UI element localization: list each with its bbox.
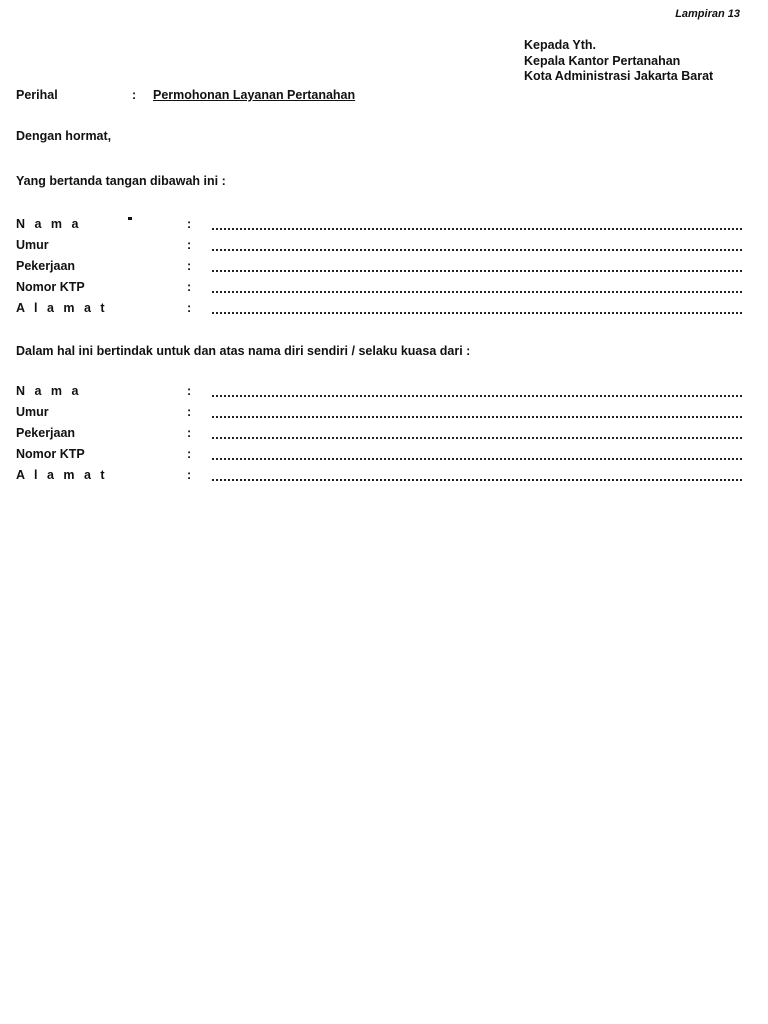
applicant-id-row bbox=[16, 280, 742, 301]
principal-occupation-row bbox=[16, 426, 742, 447]
field-separator: : bbox=[187, 384, 192, 398]
field-label: Pekerjaan bbox=[16, 259, 76, 273]
applicant-age-row bbox=[16, 238, 742, 259]
applicant-occupation-blank[interactable] bbox=[212, 270, 742, 272]
field-separator: : bbox=[187, 426, 192, 440]
subject-value: Permohonan Layanan Pertanahan bbox=[153, 88, 356, 102]
addressee-block bbox=[524, 38, 754, 85]
applicant-name-blank[interactable] bbox=[212, 228, 742, 230]
field-separator: : bbox=[187, 301, 192, 315]
attachment-label: Lampiran 13 bbox=[675, 8, 740, 20]
principal-address-row bbox=[16, 468, 742, 489]
field-label: Umur bbox=[16, 405, 49, 419]
addressee-salutation: Kepada Yth. bbox=[524, 38, 597, 52]
field-label: A l a m a t bbox=[16, 468, 108, 482]
principal-id-row bbox=[16, 447, 742, 468]
field-separator: : bbox=[187, 259, 192, 273]
applicant-name-row bbox=[16, 217, 742, 238]
addressee-office: Kepala Kantor Pertanahan bbox=[524, 53, 681, 68]
intro-text: Yang bertanda tangan dibawah ini : bbox=[16, 174, 226, 188]
field-separator: : bbox=[187, 217, 192, 231]
applicant-fields bbox=[16, 217, 742, 322]
representation-statement: Dalam hal ini bertindak untuk dan atas nama diri sendiri / selaku kuasa dari : bbox=[16, 344, 471, 358]
field-label: Pekerjaan bbox=[16, 426, 76, 440]
field-label: Nomor KTP bbox=[16, 280, 85, 294]
principal-age-blank[interactable] bbox=[212, 416, 742, 418]
subject-label: Perihal bbox=[16, 88, 58, 102]
principal-occupation-blank[interactable] bbox=[212, 437, 742, 439]
applicant-id-blank[interactable] bbox=[212, 291, 742, 293]
field-label: N a m a bbox=[16, 384, 82, 398]
field-separator: : bbox=[187, 468, 192, 482]
applicant-address-blank[interactable] bbox=[212, 312, 742, 314]
principal-age-row bbox=[16, 405, 742, 426]
field-label: N a m a bbox=[16, 217, 82, 231]
field-label: Umur bbox=[16, 238, 49, 252]
addressee-city: Kota Administrasi Jakarta Barat bbox=[524, 69, 714, 83]
principal-id-blank[interactable] bbox=[212, 458, 742, 460]
field-separator: : bbox=[187, 405, 192, 419]
applicant-address-row bbox=[16, 301, 742, 322]
greeting: Dengan hormat, bbox=[16, 129, 112, 143]
field-separator: : bbox=[187, 280, 192, 294]
field-separator: : bbox=[187, 238, 192, 252]
subject-separator: : bbox=[132, 88, 137, 102]
principal-fields bbox=[16, 384, 742, 489]
field-label: A l a m a t bbox=[16, 301, 108, 315]
applicant-occupation-row bbox=[16, 259, 742, 280]
principal-address-blank[interactable] bbox=[212, 479, 742, 481]
applicant-age-blank[interactable] bbox=[212, 249, 742, 251]
field-label: Nomor KTP bbox=[16, 447, 85, 461]
field-separator: : bbox=[187, 447, 192, 461]
principal-name-blank[interactable] bbox=[212, 395, 742, 397]
principal-name-row bbox=[16, 384, 742, 405]
